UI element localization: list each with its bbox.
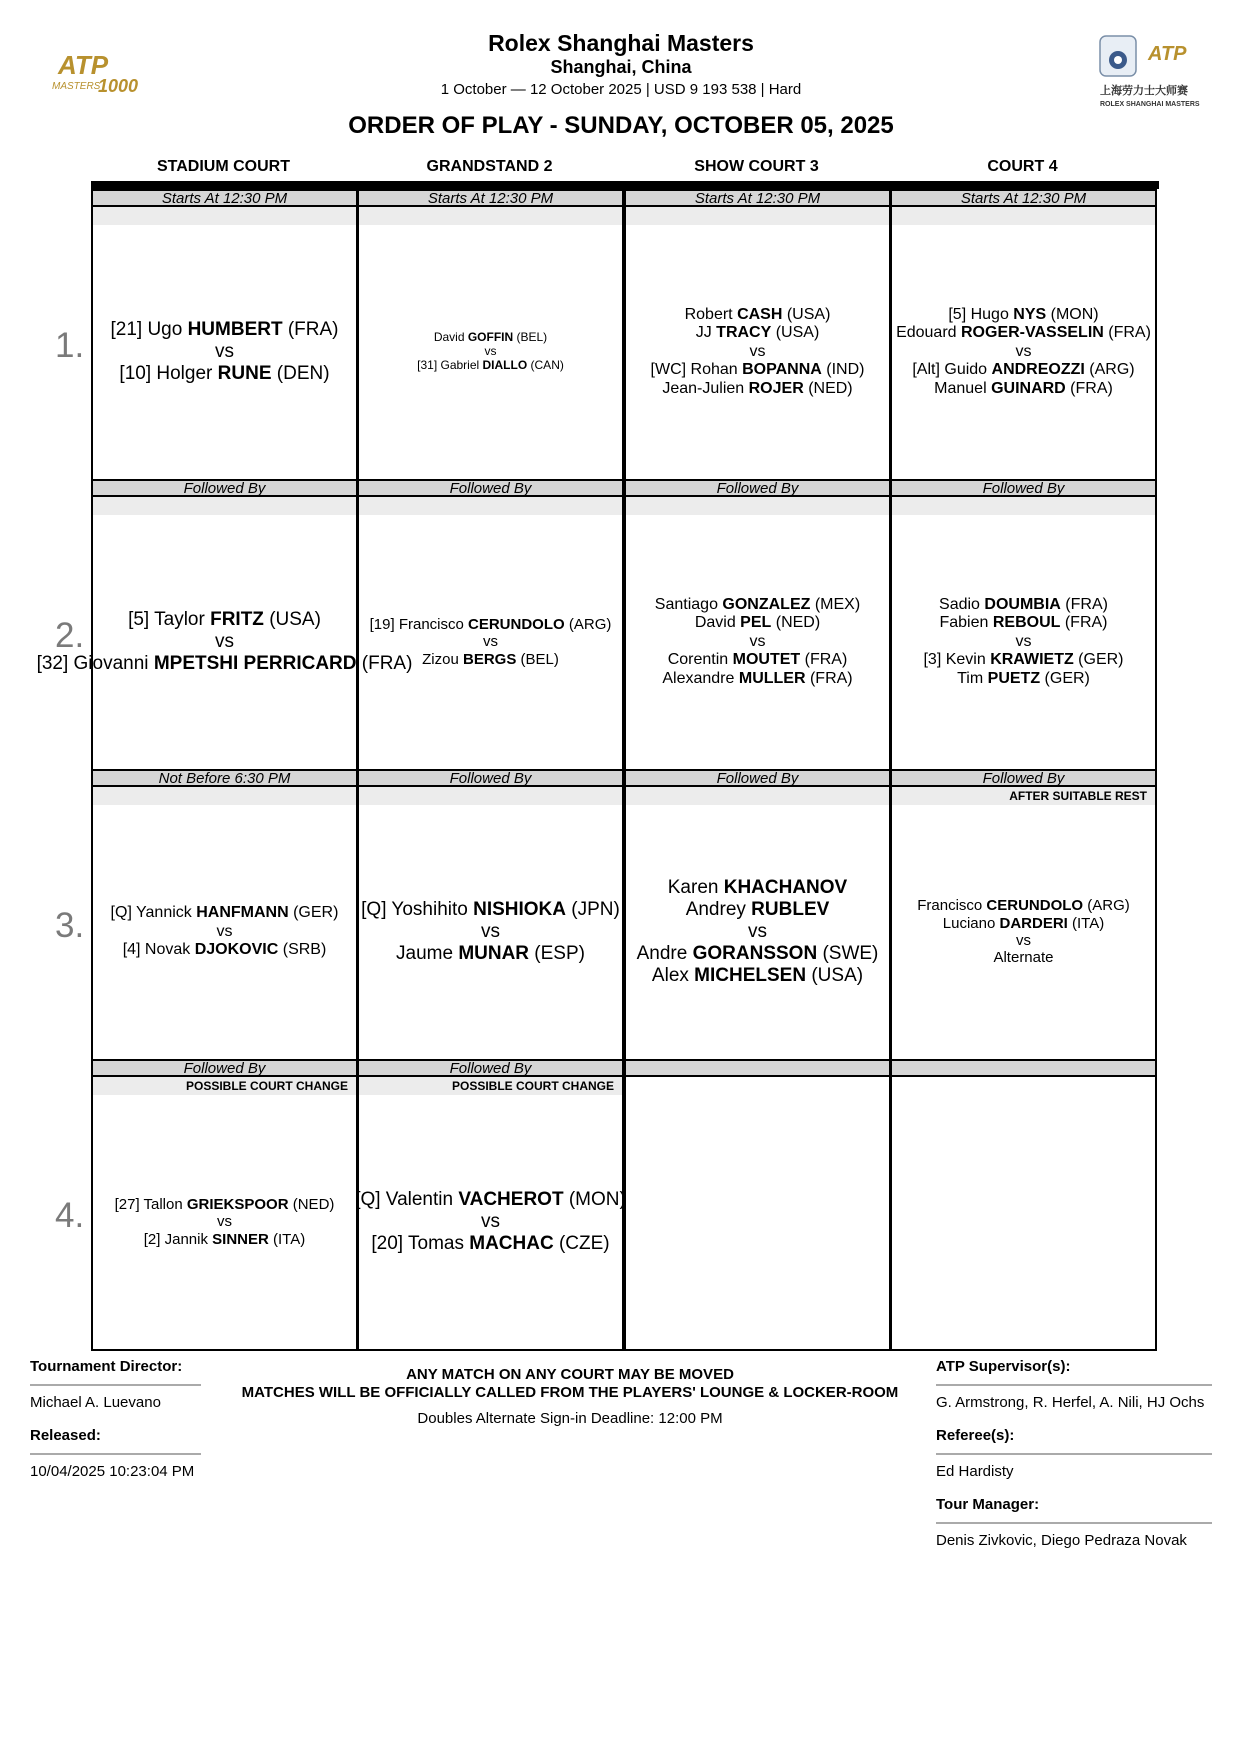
cell-note-strip <box>359 497 622 515</box>
cell-note-strip <box>626 207 889 225</box>
player-first-name: [31] Gabriel <box>417 357 483 372</box>
player-country: (ITA) <box>1067 914 1105 932</box>
match-time-label: Followed By <box>626 769 889 787</box>
match-cell <box>892 1095 1155 1349</box>
court-column-grandstand <box>357 189 624 1351</box>
player-line <box>939 614 1107 633</box>
player-line <box>696 324 820 343</box>
player-surname: REBOUL <box>992 614 1061 632</box>
player-surname: DJOKOVIC <box>194 941 279 959</box>
player-surname: VACHEROT <box>458 1188 564 1210</box>
player-country: (NED) <box>803 379 853 397</box>
row-number-3: 3. <box>55 906 85 945</box>
player-first-name: David <box>694 614 741 632</box>
match-time-label: Followed By <box>359 769 622 787</box>
player-surname: RUNE <box>217 363 272 385</box>
match-cell <box>626 805 889 1059</box>
player-first-name: JJ <box>695 324 717 342</box>
player-first-name: Santiago <box>654 595 723 613</box>
player-country: (DEN) <box>271 363 330 385</box>
player-first-name: Jaume <box>396 943 459 965</box>
match-time-label: Followed By <box>93 1059 356 1077</box>
tournament-city: Shanghai, China <box>550 57 692 77</box>
match-time-label <box>892 1059 1155 1077</box>
match-cell <box>36 515 413 769</box>
tournament-dates: 1 October — 12 October 2025 | USD 9 193 538 | Hard <box>440 81 802 98</box>
player-country: (MON) <box>1046 305 1099 323</box>
tour-manager-label: Tour Manager: <box>936 1496 1040 1513</box>
player-line <box>923 651 1123 670</box>
svg-text:ROLEX SHANGHAI MASTERS: ROLEX SHANGHAI MASTERS <box>1100 101 1200 108</box>
player-first-name: Corentin <box>667 651 733 669</box>
player-first-name: [Alt] Guido <box>912 361 992 379</box>
player-line <box>396 943 585 965</box>
released-timestamp: 10/04/2025 10:23:04 PM <box>30 1463 195 1480</box>
player-line <box>912 361 1134 380</box>
svg-text:ATP: ATP <box>1148 43 1187 65</box>
player-surname: RUBLEV <box>751 898 830 920</box>
divider <box>936 1384 1212 1386</box>
player-surname: ROGER-VASSELIN <box>961 324 1104 342</box>
player-country: (USA) <box>263 608 321 630</box>
svg-text:ATP: ATP <box>58 50 109 80</box>
player-country: (JPN) <box>566 898 620 920</box>
player-first-name: Alexandre <box>662 669 739 687</box>
cell-note-strip <box>892 1077 1155 1095</box>
player-surname: ANDREOZZI <box>991 361 1085 379</box>
match-cell <box>93 1095 356 1349</box>
player-line <box>662 380 852 399</box>
player-country: (USA) <box>806 965 864 987</box>
match-cell <box>355 1095 626 1349</box>
player-country: (FRA) <box>1103 324 1151 342</box>
court-column-court-4 <box>890 189 1157 1351</box>
player-surname: CERUNDOLO <box>986 897 1084 915</box>
player-country: (GER) <box>288 904 339 922</box>
player-first-name: [3] Kevin <box>923 651 991 669</box>
player-country: (NED) <box>771 614 821 632</box>
supervisors-label: ATP Supervisor(s): <box>936 1358 1071 1375</box>
player-line <box>655 596 860 615</box>
cell-note-strip <box>892 207 1155 225</box>
doubles-deadline: Doubles Alternate Sign-in Deadline: 12:00 PM <box>417 1410 723 1427</box>
tournament-director: Michael A. Luevano <box>30 1394 161 1411</box>
player-line <box>686 899 830 921</box>
player-line <box>119 363 329 385</box>
versus-label: vs <box>483 633 498 651</box>
player-country: (ARG) <box>1084 361 1135 379</box>
player-country: (ESP) <box>529 943 585 965</box>
divider <box>30 1384 201 1386</box>
player-line <box>668 651 848 670</box>
match-time-label: Followed By <box>359 479 622 497</box>
player-first-name: Jean-Julien <box>662 379 749 397</box>
court-header-grandstand: GRANDSTAND 2 <box>426 158 553 175</box>
player-surname: MULLER <box>738 669 806 687</box>
player-first-name: [27] Tallon <box>114 1195 187 1213</box>
player-country: (CAN) <box>527 357 564 372</box>
match-cell <box>626 515 889 769</box>
player-surname: PEL <box>740 614 772 632</box>
cell-note-strip <box>93 207 356 225</box>
player-first-name: [WC] Rohan <box>650 361 743 379</box>
grid-bottom-border <box>93 1349 356 1351</box>
player-line <box>637 943 879 965</box>
cell-note: POSSIBLE COURT CHANGE <box>185 1079 348 1093</box>
player-line <box>934 380 1113 399</box>
match-time-label: Starts At 12:30 PM <box>892 189 1155 207</box>
player-first-name: [4] Novak <box>122 941 195 959</box>
player-line <box>434 331 547 345</box>
player-first-name: Andrey <box>685 898 752 920</box>
player-line <box>662 670 852 689</box>
player-country: (BEL) <box>516 650 559 668</box>
match-time-label: Followed By <box>892 769 1155 787</box>
divider <box>936 1522 1212 1524</box>
player-line <box>422 651 559 668</box>
player-first-name: [20] Tomas <box>371 1233 470 1255</box>
player-country: (NED) <box>288 1195 335 1213</box>
cell-note-strip <box>359 1077 622 1095</box>
match-time-label: Not Before 6:30 PM <box>93 769 356 787</box>
cell-note-strip <box>892 497 1155 515</box>
player-surname: PUETZ <box>987 669 1041 687</box>
referees: Ed Hardisty <box>936 1463 1014 1480</box>
player-surname: ROJER <box>748 379 804 397</box>
player-first-name: [21] Ugo <box>110 318 188 340</box>
player-line <box>111 904 339 923</box>
supervisors: G. Armstrong, R. Herfel, A. Nili, HJ Ochs <box>936 1394 1205 1411</box>
player-surname: BERGS <box>463 650 517 668</box>
match-cell <box>626 1095 889 1349</box>
svg-text:MASTERS: MASTERS <box>52 81 101 92</box>
match-time-label <box>626 1059 889 1077</box>
player-first-name: Alex <box>651 965 695 987</box>
match-time-label: Followed By <box>626 479 889 497</box>
match-cell <box>359 805 622 1059</box>
versus-label: vs <box>1015 342 1032 360</box>
player-line <box>115 1196 335 1213</box>
player-first-name: Zizou <box>422 650 463 668</box>
cell-note-strip <box>626 497 889 515</box>
player-first-name: Luciano <box>942 914 1000 932</box>
player-surname: NYS <box>1013 305 1047 323</box>
player-country: (SRB) <box>278 941 327 959</box>
notice-called: MATCHES WILL BE OFFICIALLY CALLED FROM THE PLAYERS' LOUNGE & LOCKER-ROOM <box>241 1384 899 1401</box>
cell-note-strip <box>359 787 622 805</box>
player-country: (ITA) <box>268 1230 306 1248</box>
player-surname: BOPANNA <box>742 361 822 379</box>
player-line <box>361 899 620 921</box>
notices <box>200 1366 940 1402</box>
player-first-name: [19] Francisco <box>369 615 469 633</box>
player-line <box>370 616 612 633</box>
player-line <box>695 614 820 633</box>
court-column-show-court-3 <box>624 189 891 1351</box>
cell-note-strip <box>93 787 356 805</box>
player-surname: DARDERI <box>999 914 1068 932</box>
player-country: (MEX) <box>810 595 861 613</box>
tournament-director-label: Tournament Director: <box>30 1358 183 1375</box>
player-surname: GORANSSON <box>692 943 818 965</box>
player-line <box>917 897 1130 914</box>
player-surname: TRACY <box>716 324 772 342</box>
player-line <box>948 306 1098 325</box>
match-time-label: Followed By <box>892 479 1155 497</box>
cell-note: AFTER SUITABLE REST <box>1009 789 1147 803</box>
player-country: (FRA) <box>805 669 853 687</box>
versus-label: vs <box>217 1213 232 1231</box>
player-country: (CZE) <box>553 1233 610 1255</box>
player-line <box>939 596 1108 615</box>
player-line <box>957 670 1090 689</box>
player-country: (FRA) <box>282 318 339 340</box>
player-surname: KRAWIETZ <box>990 651 1074 669</box>
player-line: Alternate <box>993 949 1054 967</box>
versus-label: vs <box>1016 932 1031 949</box>
player-country: (FRA) <box>356 653 413 675</box>
svg-text:1000: 1000 <box>98 76 139 96</box>
player-line <box>355 1189 626 1211</box>
tournament-title: Rolex Shanghai Masters <box>488 30 754 56</box>
schedule-grid <box>36 189 1159 1351</box>
grid-bottom-border <box>892 1349 1155 1351</box>
player-surname: HUMBERT <box>187 318 283 340</box>
versus-label: vs <box>481 920 500 942</box>
player-first-name: Francisco <box>917 897 987 915</box>
cell-note-strip <box>359 207 622 225</box>
cell-note-strip <box>93 1077 356 1095</box>
cell-note-strip <box>626 787 889 805</box>
player-line <box>685 306 831 325</box>
versus-label: vs <box>216 922 233 940</box>
player-surname: GRIEKSPOOR <box>186 1195 289 1213</box>
player-line <box>371 1233 609 1255</box>
player-country: (BEL) <box>513 330 548 345</box>
tour-manager: Denis Zivkovic, Diego Pedraza Novak <box>936 1532 1187 1549</box>
player-surname: CASH <box>737 305 783 323</box>
player-first-name: [32] Giovanni <box>36 653 154 675</box>
grid-bottom-border <box>359 1349 622 1351</box>
row-number-1: 1. <box>55 326 85 365</box>
player-first-name: Andre <box>636 943 693 965</box>
player-surname: NISHIOKA <box>473 898 567 920</box>
match-cell <box>892 515 1155 769</box>
player-line <box>668 877 847 899</box>
player-line <box>652 965 863 987</box>
player-line <box>943 915 1104 932</box>
versus-label: vs <box>749 632 766 650</box>
player-first-name: [Q] Yoshihito <box>361 898 474 920</box>
match-cell <box>626 225 889 479</box>
player-line <box>110 319 338 341</box>
player-surname: MUNAR <box>458 943 530 965</box>
player-country: (ARG) <box>564 615 612 633</box>
row-number-4: 4. <box>55 1196 85 1235</box>
court-header-stadium: STADIUM COURT <box>156 158 291 175</box>
versus-label: vs <box>215 340 234 362</box>
player-first-name: Manuel <box>934 379 992 397</box>
player-first-name: Sadio <box>939 595 985 613</box>
player-line <box>896 324 1151 343</box>
player-surname: SINNER <box>212 1230 269 1248</box>
player-country: (FRA) <box>1065 379 1113 397</box>
match-cell <box>892 805 1155 1059</box>
match-cell <box>93 225 356 479</box>
player-surname: MACHAC <box>469 1233 554 1255</box>
cell-note-strip <box>626 1077 889 1095</box>
versus-label: vs <box>484 344 497 359</box>
player-country: (FRA) <box>1060 614 1108 632</box>
court-header-show-court-3: SHOW COURT 3 <box>694 158 819 175</box>
versus-label: vs <box>748 920 767 942</box>
versus-label: vs <box>749 342 766 360</box>
player-first-name: Tim <box>957 669 988 687</box>
player-country: (IND) <box>821 361 865 379</box>
player-line <box>123 941 327 960</box>
player-country: (SWE) <box>817 943 879 965</box>
player-country: (GER) <box>1040 669 1090 687</box>
match-time-label: Starts At 12:30 PM <box>93 189 356 207</box>
player-country: (GER) <box>1073 651 1124 669</box>
player-surname: MPETSHI PERRICARD <box>153 653 357 675</box>
divider <box>936 1453 1212 1455</box>
player-first-name: Robert <box>684 305 738 323</box>
player-surname: MOUTET <box>732 651 801 669</box>
match-cell <box>93 805 356 1059</box>
cell-note-strip <box>892 787 1155 805</box>
match-time-label: Starts At 12:30 PM <box>626 189 889 207</box>
row-number-2: 2. <box>55 616 85 655</box>
player-country: (USA) <box>782 305 831 323</box>
header-divider <box>91 181 1159 189</box>
player-line <box>144 1231 305 1248</box>
player-first-name: Fabien <box>939 614 993 632</box>
player-first-name: Edouard <box>896 324 961 342</box>
player-line <box>128 609 321 631</box>
match-cell <box>892 225 1155 479</box>
player-surname: CERUNDOLO <box>468 615 565 633</box>
svg-text:上海劳力士大师赛: 上海劳力士大师赛 <box>1100 84 1188 97</box>
player-surname: GONZALEZ <box>722 595 811 613</box>
player-first-name: [5] Hugo <box>948 305 1014 323</box>
divider <box>30 1453 201 1455</box>
match-time-label: Followed By <box>93 479 356 497</box>
player-line <box>417 359 564 373</box>
player-line <box>651 361 865 380</box>
player-surname: GUINARD <box>991 379 1066 397</box>
player-country: (ARG) <box>1083 897 1130 915</box>
match-cell <box>356 515 622 769</box>
versus-label: vs <box>215 630 234 652</box>
player-surname: FRITZ <box>210 608 264 630</box>
player-country: (USA) <box>771 324 820 342</box>
referees-label: Referee(s): <box>936 1427 1015 1444</box>
cell-note: POSSIBLE COURT CHANGE <box>451 1079 614 1093</box>
grid-bottom-border <box>626 1349 889 1351</box>
player-surname: DIALLO <box>482 357 528 372</box>
player-surname: GOFFIN <box>467 330 514 345</box>
versus-label: vs <box>1015 632 1032 650</box>
order-of-play-title: ORDER OF PLAY - SUNDAY, OCTOBER 05, 2025 <box>348 112 894 139</box>
player-surname: HANFMANN <box>196 904 289 922</box>
versus-label: vs <box>481 1210 500 1232</box>
player-first-name: [2] Jannik <box>143 1230 213 1248</box>
player-surname: MICHELSEN <box>694 965 807 987</box>
match-time-label: Followed By <box>359 1059 622 1077</box>
player-first-name: [10] Holger <box>119 363 218 385</box>
player-first-name: David <box>433 330 468 345</box>
match-time-label: Starts At 12:30 PM <box>359 189 622 207</box>
released-label: Released: <box>30 1427 101 1444</box>
player-first-name: [Q] Valentin <box>355 1188 459 1210</box>
cell-note-strip <box>93 497 356 515</box>
player-surname: DOUMBIA <box>984 595 1061 613</box>
court-header-court-4: COURT 4 <box>987 158 1058 175</box>
player-first-name: [Q] Yannick <box>110 904 197 922</box>
match-cell <box>359 225 622 479</box>
notice-move: ANY MATCH ON ANY COURT MAY BE MOVED <box>406 1366 734 1383</box>
player-country: (FRA) <box>800 651 848 669</box>
player-surname: KHACHANOV <box>723 876 848 898</box>
player-first-name: Karen <box>667 876 724 898</box>
player-first-name: [5] Taylor <box>128 608 211 630</box>
player-country: (MON) <box>563 1188 626 1210</box>
player-country: (FRA) <box>1060 595 1108 613</box>
